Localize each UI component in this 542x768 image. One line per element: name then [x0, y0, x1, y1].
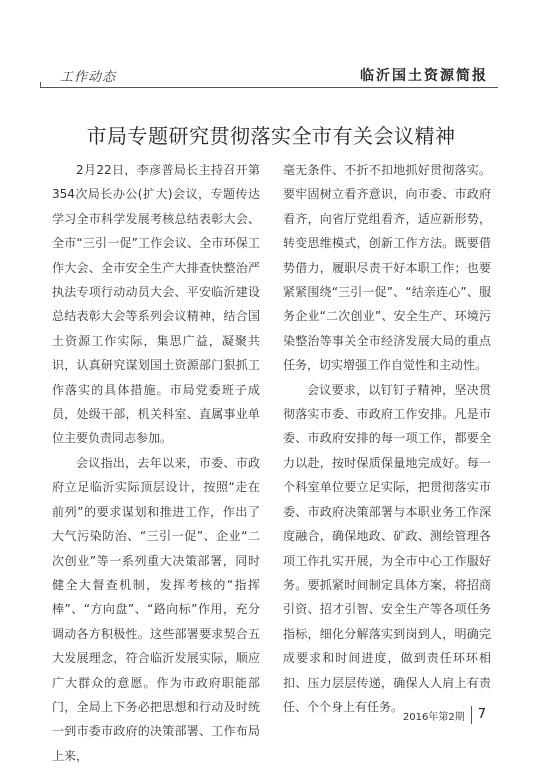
- left-column: [52, 158, 260, 768]
- page-number: 7: [471, 706, 486, 724]
- page-footer: [403, 705, 486, 725]
- paragraph: 2月22日，李彦普局长主持召开第354次局长办公(扩大)会议，专题传达学习全市科学发展考核总结表彰大会、全市“三引一促”工作会议、全市环保工作大会、全市安全生产大排查快整治严执法专项行动动员大会、平安临沂建设总结表彰大会等系列会议精神，结合国土资源工作实际，集思广益，凝聚共识，认真研究谋划国土资源部门狠抓工作落实的具体措施。市局党委班子成员，处级干部，机关科室、直属事业单位主要负责同志参加。: [52, 163, 260, 446]
- paragraph-continued: 毫无条件、不折不扣地抓好贯彻落实。要牢固树立看齐意识，向市委、市政府看齐，向省厅党组看齐，适应新形势，转变思维模式，创新工作方法。既要借势借力，履职尽责干好本职工作；也要紧紧围绕“三引一促”、“结亲连心”、服务企业“二次创业”、安全生产、环境污染整治等事关全市经济发展大局的重点任务，切实增强工作自觉性和主动性。: [283, 163, 491, 373]
- running-header: [40, 62, 498, 88]
- section-label: 工作动态: [60, 70, 117, 85]
- paragraph: 会议指出，去年以来，市委、市政府立足临沂实际顶层设计，按照“走在前列”的要求谋划和推进工作，作出了大气污染防治、“三引一促”、企业“二次创业”等一系列重大决策部署，同时健全大督查机制，发挥考核的“指挥棒”、“方向盘”、“路向标”作用，充分调动各方积极性。这些部署要求契合五大发展理念，符合临沂发展实际，顺应广大群众的意愿。作为市政府职能部门，全局上下务必把思想和行动及时统一到市委市政府的决策部署、工作布局上来，: [52, 455, 260, 763]
- article-title: 市局专题研究贯彻落实全市有关会议精神: [86, 124, 456, 148]
- paragraph: 会议要求，以钉钉子精神，坚决贯彻落实市委、市政府工作安排。凡是市委、市政府安排的每一项工作，都要全力以赴，按时保质保量地完成好。每一个科室单位要立足实际，把贯彻落实市委、市政府决策部署与本职业务工作深度融合，确保地政、矿政、测绘管理各项工作扎实开展，为全市中心工作服好务。要抓紧时间制定具体方案，将招商引资、招才引智、安全生产等各项任务指标，细化分解落实到岗到人，明确完成要求和时间进度，做到责任环环相扣、压力层层传递，确保人人肩上有责任、个个身上有任务。: [283, 382, 491, 714]
- journal-name: 临沂国土资源简报: [360, 68, 488, 84]
- issue-label: 2016年第2期: [402, 711, 465, 723]
- right-column: [283, 158, 491, 719]
- header-rule: [40, 87, 498, 88]
